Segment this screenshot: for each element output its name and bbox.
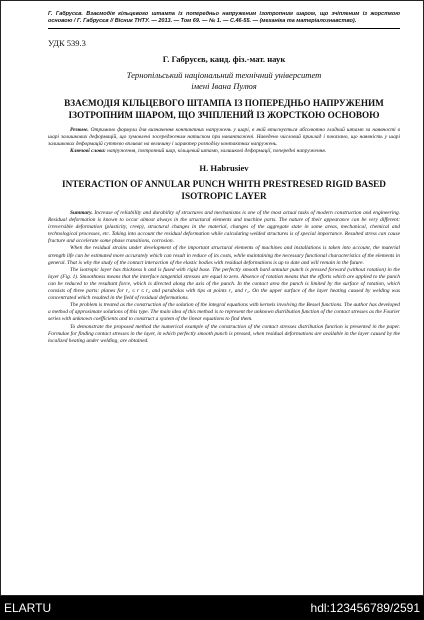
abstract-text: Отримано формули для визначення контактних напружень у шарі, в якій втиснується абсолютно гладкий штамп за наявності в шарі залишкових деформацій, що зумовлені зосередженим натиском при навантажені. Наведено числовий приклад і показано, що наявність у шарі залишкових деформацій суттєво впливає на величину і характер розподілу контактних напружень. [48,127,400,147]
summary-text: Increase of reliability and durability of structures and mechanisms is one of the most actual tasks of modern construction and engineering. Residual deformation is known to occur almost always in the structural elements and machine parts. The nature of their appearance can be very different: irreversible deformation (plasticity, creep), structural changes in the material, changes of the aggregate state in some areas, mechanical, chemical and technological processes, etc. Taking into account the residual deformation while calculating welded structures is of special importance. Resulted stress can cause fracture and accelerate some phase transitions, corrosion. [48,210,400,245]
paragraph-3: The problem is treated as the construction of the solution of the integral equations with kernels involving the Bessel functions. The author has developed a method of approximate solutions of this type. The main idea of this method is to represent the unknown distribution function of the contact stresses as the Fourier series with unknown coefficients and to construct a system of the linear equations to find them. [48,302,400,323]
abstract-label: Резюме. [70,127,89,133]
citation-header: Г. Габрусєв. Взаємодія кільцевого штампа із попередньо напруженим ізотропним шаром, що зчіпленим із жорсткою основою / Г. Габрусєв // Вісник ТНТУ. — 2013. — Том 69. — № 1. — С.46-55. — (механіка та матеріалознавство). [48,11,400,24]
summary-label: Summary. [70,210,93,216]
affiliation-line2: імені Івана Пулюя [191,81,257,91]
paragraph-4: To demonstrate the proposed method the numerical example of the construction of the contact stresses distribution function is presented in the paper. Formulae for finding contact stresses in the layer, in which perfectly smooth punch is pressed, when residual deformations are available in the layer caused by the localized heating under welding, are obtained. [48,323,400,344]
affiliation-line1: Тернопільський національний технічний університет [126,70,322,80]
author-ukr: Г. Габрусєв, канд. фіз.-мат. наук [162,54,286,64]
title-eng: INTERACTION OF ANNULAR PUNCH WHITH PRESTRESED RIGID BASED ISOTROPIC LAYER [62,179,386,201]
viewer-footer-bar [0,596,424,620]
keywords-label: Ключові слова: [70,148,106,154]
header-rule [48,28,400,29]
udc-code: УДК 539.3 [48,38,86,48]
abstract-ukr [48,127,400,148]
keywords-text: напруження, ізотропний шар, кільцевий штамп, залишкові деформації, попередні напруження. [107,148,327,154]
paragraph-1: When the residual strains under development of the important structural elements of machines and installations is taken into account, the material strength life can be estimated more accurately which can result in reduce of its costs, while maintaining the necessary functional characteristics of the elements in general. That is why the study of the contact interaction of the elastic bodies with residual deformations is up to date and will remain in the future. [48,245,400,266]
keywords-ukr [48,148,400,155]
author-eng: H. Habrusiev [199,163,249,173]
document-page [48,11,400,591]
paragraph-2: The isotropic layer has thickness h and is fused with rigid base. The perfectly smooth hard annular punch is pressed forward (without rotation) in the layer (Fig. 1). Smoothness means that the interface tangential stresses are equal to zero. Absence of rotation means that the efforts which are applied to the punch can be reduced to the resultant force, which is directed along the axis of the punch. In the contact area the punch is limited by the surface of rotation, which consists of three parts: planes for r₁ ≤ r ≤ r₂ and parabolas with tips at points r₁ and r₂. On the upper surface of the layer heating caused by welding was concentrated which resulted in the field of residual deformations. [48,266,400,302]
summary-eng [48,210,400,245]
affiliation [48,70,400,92]
title-ukr: ВЗАЄМОДІЯ КІЛЬЦЕВОГО ШТАМПА ІЗ ПОПЕРЕДНЬО НАПРУЖЕНИМ ІЗОТРОПНИМ ШАРОМ, ЩО ЗЧІПЛЕНИЙ ІЗ ЖОРСТКОЮ ОСНОВОЮ [64,98,384,120]
handle-identifier: hdl:123456789/2591 [310,601,420,615]
repository-label: ELARTU [4,601,52,615]
